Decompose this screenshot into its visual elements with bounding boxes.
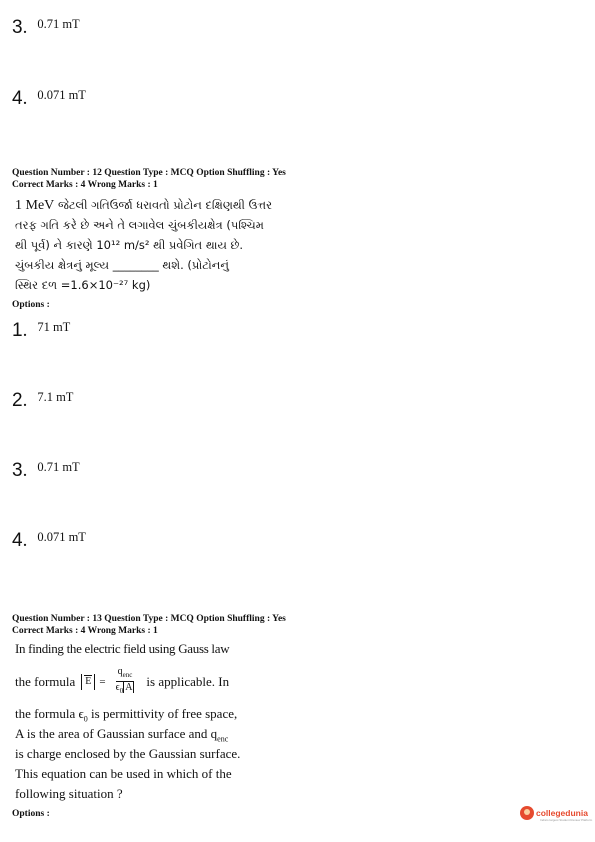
- question-12-header: [12, 167, 286, 191]
- question-12-line-4: ચુંબકીય ક્ષેત્રનું મૂલ્ય ________ થશે. (પ્રોટોનનું: [15, 258, 229, 272]
- option-text: 0.071 mT: [37, 88, 86, 102]
- question-12-option-1[interactable]: [12, 321, 70, 340]
- logo-text: collegedunia: [536, 808, 588, 818]
- formula-denominator: [114, 682, 137, 697]
- question-12-marks: Correct Marks : 4 Wrong Marks : 1: [12, 180, 158, 190]
- option-dot: .: [22, 390, 28, 411]
- prev-option-3[interactable]: [12, 18, 80, 37]
- question-12-option-2[interactable]: [12, 391, 73, 410]
- formula-q: q: [117, 666, 123, 677]
- option-number: 2: [12, 390, 23, 411]
- question-12-line-2: તરફ ગતિ કરે છે અને તે લગાવેલ ચુંબકીયક્ષેત્ર (પશ્ચિમ: [15, 218, 264, 232]
- question-13-formula-line: [15, 666, 229, 697]
- option-dot: .: [22, 320, 28, 341]
- line-text: the formula ϵ: [15, 706, 84, 721]
- option-text: 71 mT: [37, 320, 71, 334]
- question-13-line-6: This equation can be used in which of the: [15, 766, 232, 781]
- option-dot: .: [22, 530, 28, 551]
- option-number: 3: [12, 460, 23, 481]
- option-number: 3: [12, 17, 23, 38]
- option-text: 0.71 mT: [37, 17, 80, 31]
- formula-prefix: the formula: [15, 673, 76, 689]
- question-13-marks: Correct Marks : 4 Wrong Marks : 1: [12, 626, 158, 636]
- question-13-header: [12, 613, 286, 637]
- prev-option-4[interactable]: [12, 89, 86, 108]
- question-12-meta: Question Number : 12 Question Type : MCQ Option Shuffling : Yes: [12, 168, 286, 178]
- formula-equals: =: [99, 675, 106, 688]
- formula-epsilon: ϵ: [115, 682, 120, 693]
- option-text: 7.1 mT: [37, 390, 74, 404]
- question-13-line-5: is charge enclosed by the Gaussian surface.: [15, 746, 241, 761]
- formula-suffix: is applicable. In: [146, 673, 230, 689]
- option-dot: .: [22, 460, 28, 481]
- option-text: 0.071 mT: [37, 530, 86, 544]
- formula-e: E: [85, 675, 92, 687]
- formula-fraction: [114, 666, 137, 697]
- question-12-line-3: થી પૂર્વ) ને કારણે 10¹² m/s² થી પ્રવેગિત થાય છે.: [15, 238, 244, 252]
- q-enc-sub: enc: [217, 734, 229, 744]
- option-number: 1: [12, 320, 23, 341]
- option-dot: .: [22, 17, 28, 38]
- question-12-line-1: 1 MeV જેટલી ગતિઉર્જા ધરાવતો પ્રોટોન દક્ષિણથી ઉત્તર: [15, 198, 273, 213]
- logo-tagline: India's largest Student Review Platform: [540, 818, 593, 822]
- line-text: જેટલી ગતિઉર્જા ધરાવતો પ્રોટોન દક્ષિણથી ઉત્તર: [57, 198, 273, 212]
- option-text: 0.71 mT: [37, 460, 80, 474]
- epsilon-sub: 0: [83, 714, 88, 724]
- question-13-line-1: In finding the electric field using Gauss law: [15, 641, 230, 656]
- question-13-options-label: Options :: [12, 809, 50, 819]
- question-12-option-4[interactable]: [12, 531, 86, 550]
- formula-epsilon-sub: 0: [119, 687, 124, 695]
- line-text: A is the area of Gaussian surface and q: [15, 726, 218, 741]
- question-12-options-label: Options :: [12, 300, 50, 310]
- option-number: 4: [12, 88, 23, 109]
- question-13-meta: Question Number : 13 Question Type : MCQ Option Shuffling : Yes: [12, 614, 286, 624]
- option-number: 4: [12, 530, 23, 551]
- formula-numerator: [116, 666, 135, 682]
- formula-area: A: [125, 682, 133, 693]
- mascot-icon: [520, 806, 534, 820]
- question-12-option-3[interactable]: [12, 461, 80, 480]
- formula-e-magnitude: [81, 674, 95, 690]
- question-13-line-7: following situation ?: [15, 786, 123, 801]
- line-text-cont: is permittivity of free space,: [87, 706, 238, 721]
- question-12-line-5: સ્થિર દળ =1.6×10⁻²⁷ kg): [15, 278, 151, 292]
- formula-q-sub: enc: [122, 671, 133, 679]
- option-dot: .: [22, 88, 28, 109]
